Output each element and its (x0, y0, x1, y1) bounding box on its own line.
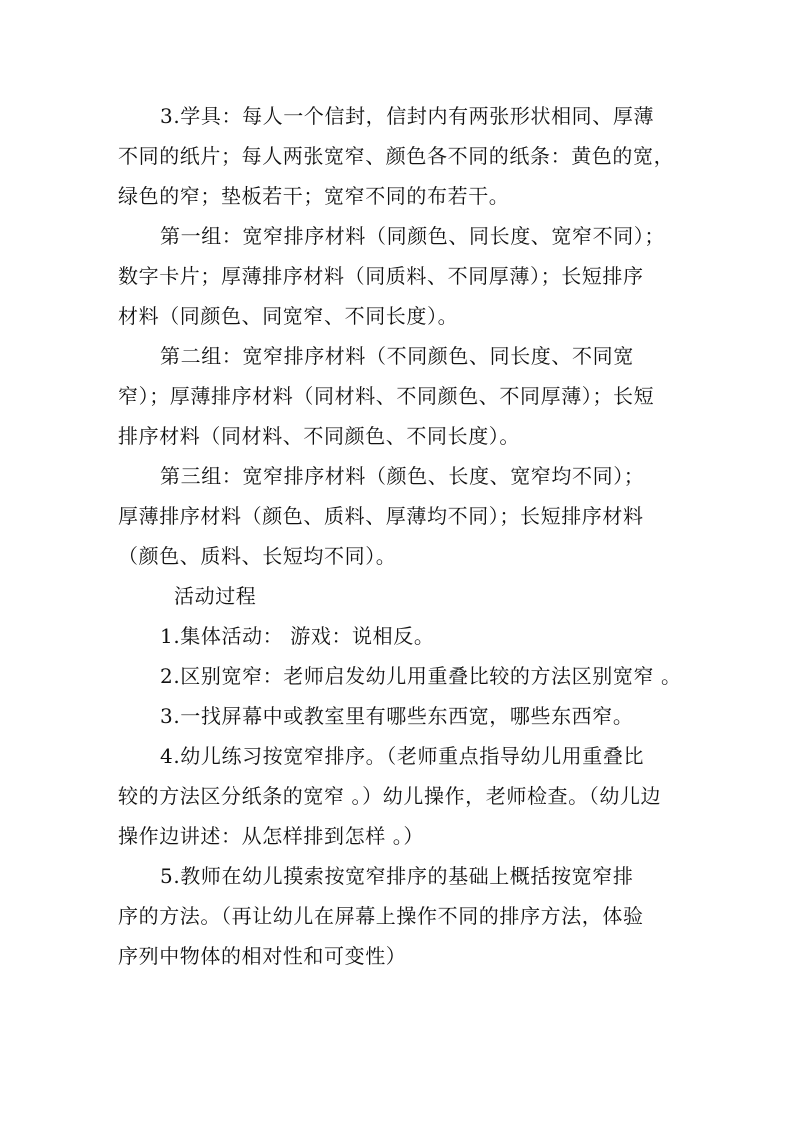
paragraph-line: 厚薄排序材料（颜色、质料、厚薄均不同）；长短排序材料 (118, 504, 644, 528)
step-line: 1.集体活动： 游戏：说相反。 (160, 624, 435, 648)
step-line: 2.区别宽窄：老师启发幼儿用重叠比较的方法区别宽窄 。 (160, 664, 682, 688)
step-line: 3.一找屏幕中或教室里有哪些东西宽，哪些东西窄。 (160, 704, 634, 728)
paragraph-line: 第三组：宽窄排序材料（颜色、长度、宽窄均不同）； (160, 464, 645, 488)
paragraph-line: 操作边讲述：从怎样排到怎样 。） (118, 824, 424, 848)
paragraph-line: 序列中物体的相对性和可变性） (118, 944, 407, 968)
step-line: 4.幼儿练习按宽窄排序。（老师重点指导幼儿用重叠比 (160, 744, 645, 768)
step-line: 5.教师在幼儿摸索按宽窄排序的基础上概括按宽窄排 (160, 864, 634, 888)
paragraph-line: 排序材料（同材料、不同颜色、不同长度）。 (118, 424, 520, 448)
paragraph-line: 较的方法区分纸条的宽窄 。）幼儿操作，老师检查。（幼儿边 (118, 784, 662, 808)
paragraph-line: （颜色、质料、长短均不同）。 (118, 544, 397, 568)
paragraph-line: 第一组：宽窄排序材料（同颜色、同长度、宽窄不同）； (160, 224, 665, 248)
paragraph-line: 3.学具：每人一个信封，信封内有两张形状相同、厚薄 (160, 104, 655, 128)
paragraph-line: 窄）；厚薄排序材料（同材料、不同颜色、不同厚薄）；长短 (118, 384, 655, 408)
paragraph-line: 第二组：宽窄排序材料（不同颜色、同长度、不同宽 (160, 344, 634, 368)
paragraph-line: 不同的纸片；每人两张宽窄、颜色各不同的纸条：黄色的宽， (118, 144, 675, 168)
paragraph-line: 数字卡片；厚薄排序材料（同质料、不同厚薄）；长短排序 (118, 264, 644, 288)
document-page (118, 96, 680, 976)
paragraph-line: 序的方法。（再让幼儿在屏幕上操作不同的排序方法，体验 (118, 904, 644, 928)
paragraph-line: 材料（同颜色、同宽窄、不同长度）。 (118, 304, 459, 328)
section-heading: 活动过程 (174, 584, 257, 608)
paragraph-line: 绿色的窄；垫板若干；宽窄不同的布若干。 (118, 184, 510, 208)
